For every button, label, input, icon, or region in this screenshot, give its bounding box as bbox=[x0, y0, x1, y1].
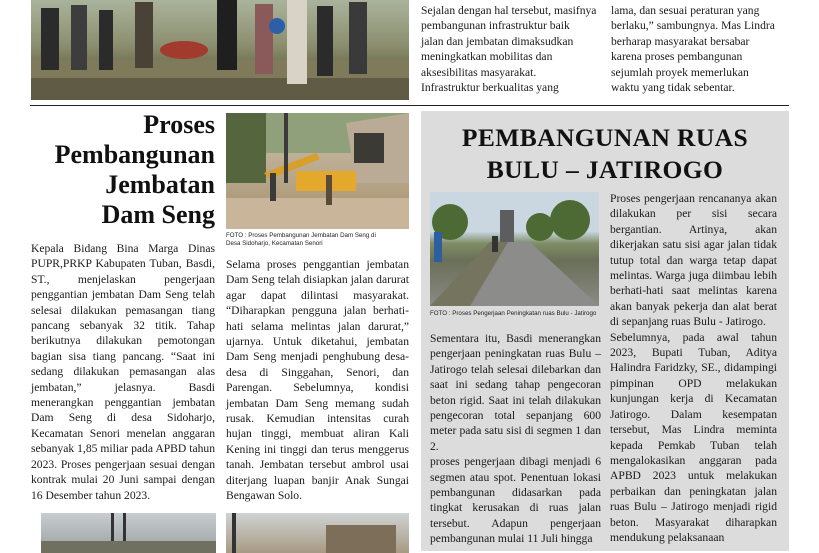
paragraph: Kepala Bidang Bina Marga Dinas PUPR,PRKP Kabupaten Tuban, Basdi, ST., menjelaskan pengerjaan penggantian jembatan Dam Seng telah selesai dilakukan pemasangan tiang pancang sebanyak 32 titik. Tahap berikutnya dilakukan pemotongan bagian sisa tiang pancang. “Saat ini sedang dilakukan pemasangan alas jembatan,” jelasnya. Basdi menerangkan penggantian jembatan Dam Seng di desa Sidoharjo, Kecamatan Senori menelan anggaran sebanyak 1,85 miliar pada APBD tahun 2023. Proses pengerjaan sesuai dengan kontrak mulai 20 Juni sampai dengan 16 Desember tahun 2023. bbox=[31, 242, 215, 502]
paragraph: Proses pengerjaan rencananya akan dilakukan per sisi secara bergantian. Artinya, akan dikerjakan satu sisi agar jalan tidak tutup total dan warga tetap dapat melintas. Warga juga diimbau lebih berhati-hati saat melintas karena akan banyak pekerja dan alat berat di sepanjang ruas Bulu - Jatirogo. bbox=[610, 192, 777, 329]
headline-line: Proses bbox=[143, 110, 215, 139]
bottom-photo-left bbox=[41, 513, 216, 553]
photo-caption: FOTO : Proses Pengerjaan Peningkatan ruas Bulu - Jatirogo bbox=[430, 310, 597, 317]
text-line: aksesibilitas masyarakat. bbox=[421, 65, 537, 79]
top-photo bbox=[31, 0, 409, 100]
text-line: Infrastruktur berkualitas yang bbox=[421, 81, 559, 95]
article2-headline bbox=[421, 122, 789, 186]
bridge-construction-photo bbox=[226, 113, 409, 229]
top-left-text bbox=[421, 3, 601, 95]
headline-line: Dam Seng bbox=[101, 200, 215, 229]
road-construction-photo bbox=[430, 192, 599, 306]
paragraph: Sementara itu, Basdi menerangkan pengerjaan peningkatan ruas Bulu – Jatirogo telah selesai dilebarkan dan saat ini sedang tahap pengecoran beton rigid. Saat ini telah dilakukan pengecoran total sepanjang 600 meter pada satu sisi di segmen 1 dan 2. bbox=[430, 332, 601, 453]
text-line: berlaku,” sambungnya. Mas Lindra bbox=[611, 19, 775, 33]
text-line: Sejalan dengan hal tersebut, masifnya bbox=[421, 4, 597, 17]
headline-line: BULU – JATIROGO bbox=[486, 155, 724, 184]
article1-column-2 bbox=[226, 257, 409, 504]
paragraph: Sebelumnya, pada awal tahun 2023, Bupati Tuban, Aditya Halindra Faridzky, SE., didampingi pimpinan OPD melakukan kunjungan kerja di Kecamatan Jatirogo. Dalam kesempatan tersebut, Mas Lindra meminta kepada Pemkab Tuban telah mengalokasikan anggaran pada APBD 2023 untuk melakukan perbaikan dan peningkatan jalan ruas Bulu – Jatirogo menjadi rigid beton. Masyarakat diharapkan mendukung pelaksanaan bbox=[610, 330, 777, 544]
text-line: lama, dan sesuai peraturan yang bbox=[611, 4, 760, 17]
article1-column-1 bbox=[31, 241, 215, 503]
headline-line: Jembatan bbox=[105, 170, 215, 199]
paragraph: proses pengerjaan dibagi menjadi 6 segmen atau spot. Penentuan lokasi pembangunan didasarkan pada tingkat kerusakan di ruas jalan tersebut. Adapun pengerjaan pembangunan mulai 11 Juli hingga bbox=[430, 455, 601, 546]
article2-left-column bbox=[430, 331, 601, 547]
photo-caption: FOTO : Proses Pembangunan Jembatan Dam Seng di Desa Sidoharjo, Kecamatan Senori bbox=[226, 232, 376, 247]
headline-line: Pembangunan bbox=[54, 140, 215, 169]
article1-headline bbox=[28, 110, 215, 230]
text-line: karena proses pembangunan bbox=[611, 50, 743, 64]
headline-line: PEMBANGUNAN RUAS bbox=[461, 123, 749, 152]
paragraph: Selama proses penggantian jembatan Dam Seng telah disiapkan jalan darurat agar dapat dilintasi masyarakat. “Diharapkan pengguna jalan berhati-hati selama melintas jalan darurat,” ujarnya. Untuk diketahui, jembatan Dam Seng menjadi penghubung desa-desa di Singgahan, Senori, dan Parengan. Sebelumnya, kondisi jembatan Dam Seng memang sudah rusak. Kemudian intensitas curah hujan tinggi, membuat aliran Kali Kening ini tinggi dan terus menggerus tanah. Jembatan tersebut ambrol usai diterjang luapan banjir Anak Sungai Bengawan Solo. bbox=[226, 258, 409, 503]
text-line: waktu yang tidak sebentar. bbox=[611, 81, 735, 95]
text-line: berharap masyarakat bersabar bbox=[611, 34, 750, 48]
bottom-photo-right bbox=[226, 513, 409, 553]
text-line: meningkatkan mobilitas dan bbox=[421, 50, 553, 64]
article2-right-column bbox=[610, 191, 777, 545]
text-line: pembangunan infrastruktur baik bbox=[421, 19, 570, 33]
text-line: jalan dan jembatan dimaksudkan bbox=[421, 34, 574, 48]
top-right-text bbox=[611, 3, 788, 95]
text-line: sejumlah proyek memerlukan bbox=[611, 65, 749, 79]
section-divider bbox=[30, 105, 789, 106]
